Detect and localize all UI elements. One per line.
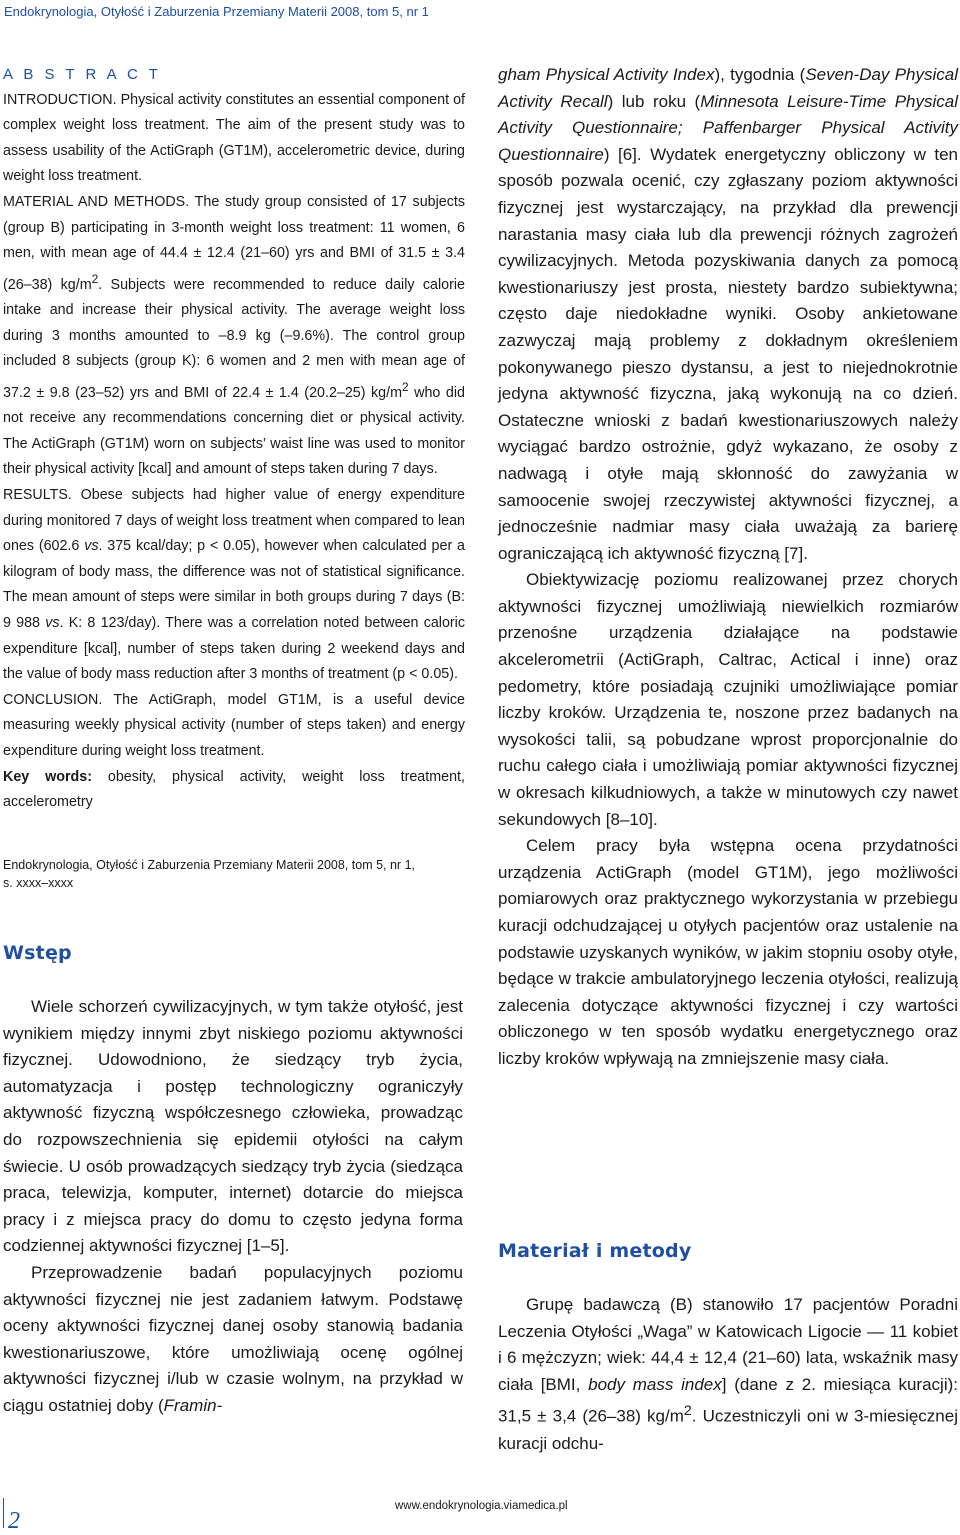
intro-heading: Wstęp bbox=[3, 942, 72, 964]
running-head: Endokrynologia, Otyłość i Zaburzenia Przemiany Materii 2008, tom 5, nr 1 bbox=[4, 4, 429, 19]
abstract-heading: A B S T R A C T bbox=[3, 66, 162, 83]
abstract-body: INTRODUCTION. Physical activity constitutes an essential component of complex weight loss treatment. The aim of the present study was to assess usability of the ActiGraph (GT1M), accelerometric device, during weight loss treatment. MATERIAL AND METHODS. The study group consisted of 17 subjects (group B) participating in 3-month weight loss treatment: 11 women, 6 men, with mean age of 44.4 ± 12.4 (21–60) yrs and BMI of 31.5 ± 3.4 (26–38) $kg/m^2$. Subjects were recommended to reduce daily calorie intake and increase their physical activity. The average weight loss during 3 months amounted to –8.9 kg (–9.6%). The control group included 8 subjects (group K): 6 women and 2 men with mean age of 37.2 ± 9.8 (23–52) yrs and BMI of 22.4 ± 1.4 (20.2–25) $kg/m^2$ who did not receive any recommendations concerning diet or physical activity. The ActiGraph (GT1M) worn on subjects’ waist line was used to monitor their physical activity [kcal] and amount of steps taken during 7 days. RESULTS. Obese subjects had higher value of energy expenditure during monitored 7 days of weight loss treatment when compared to lean ones (602.6 vs. 375 kcal/day; p < 0.05), however when calculated per a kilogram of body mass, the difference was not of statistical significance. The mean amount of steps were similar in both groups during 7 days (B: 9 988 vs. K: 8 123/day). There was a correlation noted between caloric expenditure [kcal], number of steps taken during 2 weekend days and the value of body mass reduction after 3 months of treatment (p < 0.05). CONCLUSION. The ActiGraph, model GT1M, is a useful device measuring weekly physical activity (number of steps taken) and energy expenditure during weight loss treatment. bbox=[3, 91, 466, 759]
right-paragraph-3: Celem pracy była wstępna ocena przydatności urządzenia ActiGraph (model GT1M), jego możliwości pomiarowych oraz praktycznego wykorzystania w przebiegu kuracji odchudzającej u otyłych pacjentów oraz ustalenie na podstawie uzyskanych wyników, w jakim stopniu osoby otyłe, będące w trakcie ambulatoryjnego leczenia otyłości, realizują zalecenia dotyczące aktywności fizycznej i czy wartości obliczonego w ten sposób wydatku energetycznego oraz liczby kroków wpływają na zmniejszenie masy ciała. bbox=[498, 836, 958, 1068]
right-paragraph-2: Obiektywizację poziomu realizowanej przez chorych aktywności fizycznej umożliwiają niewielkich rozmiarów przenośne urządzenia działające na podstawie akcelerometrii (ActiGraph, Caltrac, Actical i inne) oraz pedometry, które posiadają czujniki umożliwiające pomiar liczby kroków. Urządzenia te, noszone przez badanych na wysokości talii, są pobudzane wprost proporcjonalnie do ruchu całego ciała i umożliwiają pomiar aktywności fizycznej w okresach kilkudniowych, a także w minutowych czy nawet sekundowych [8–10]. bbox=[498, 570, 958, 829]
intro-paragraph-1: Wiele schorzeń cywilizacyjnych, w tym także otyłość, jest wynikiem między innymi zbyt niskiego poziomu aktywności fizycznej. Udowodniono, że siedzący tryb życia, automatyzacja i postęp technologiczny ograniczyły aktywność fizyczną współczesnego człowieka, prowadząc do rozpowszechnienia się epidemii otyłości na całym świecie. U osób prowadzących siedzący tryb życia (siedząca praca, telewizja, komputer, internet) dotarcie do miejsca pracy i z miejsca pracy do domu to często jedyna forma codziennej aktywności fizycznej [1–5]. bbox=[3, 997, 463, 1256]
right-body bbox=[498, 62, 958, 1073]
keywords-text: obesity, physical activity, weight loss treatment, accelerometry bbox=[3, 768, 465, 811]
citation-line-1: Endokrynologia, Otyłość i Zaburzenia Przemiany Materii 2008, tom 5, nr 1, bbox=[3, 858, 415, 872]
keywords-label: Key words: bbox=[3, 768, 92, 785]
page-number: 2 bbox=[8, 1508, 20, 1534]
citation-line-2: s. xxxx–xxxx bbox=[3, 876, 74, 890]
keywords bbox=[3, 765, 465, 816]
methods-heading: Materiał i metody bbox=[498, 1240, 692, 1262]
citation bbox=[3, 856, 465, 892]
page-rule bbox=[3, 1498, 4, 1528]
methods-body bbox=[498, 1292, 958, 1457]
methods-paragraph-1: Grupę badawczą (B) stanowiło 17 pacjentów Poradni Leczenia Otyłości „Waga” w Katowicach Ligocie — 11 kobiet i 6 mężczyzn; wiek: 44,4 ± 12,4 (21–60) lata, wskaźnik masy ciała [BMI, body mass index] (dane z 2. miesiąca kuracji): 31,5 ± 3,4 (26–38) $kg/m^2$. Uczestniczyli oni w 3-miesięcznej kuracji odchu- bbox=[498, 1295, 958, 1453]
abstract bbox=[3, 62, 465, 816]
left-body bbox=[3, 994, 463, 1420]
right-paragraph-1: gham Physical Activity Index), tygodnia (Seven-Day Physical Activity Recall) lub roku (Minnesota Leisure-Time Physical Activity Questionnaire; Paffenbarger Physical Activity Questionnaire) [6]. Wydatek energetyczny obliczony w ten sposób pozwala ocenić, czy zgłaszany poziom aktywności fizycznej jest wystarczający, na przykład dla prewencji narastania masy ciała lub dla prewencji różnych zagrożeń cywilizacyjnych. Metoda pozyskiwania danych za pomocą kwestionariuszy jest prosta, niestety bardzo subiektywna; często daje niedokładne wyniki. Osoby ankietowane zazwyczaj mają problemy z dokładnym określeniem pokonywanego pieszo dystansu, a jest to niejednokrotnie jedyna aktywność fizyczna, jaką wykonują na co dzień. Ostateczne wnioski z badań kwestionariuszowych należy wyciągać bardzo ostrożnie, gdyż wykazano, że osoby z nadwagą i otyłe mają skłonność do zawyżania w samoocenie swojej rzeczywistej aktywności fizycznej, a jednocześnie nadmiar masy ciała uważają za barierę ograniczającą ich aktywność fizyczną [7]. bbox=[498, 65, 959, 563]
footer-url: www.endokrynologia.viamedica.pl bbox=[395, 1500, 568, 1512]
intro-paragraph-2: Przeprowadzenie badań populacyjnych poziomu aktywności fizycznej nie jest zadaniem łatwym. Podstawę oceny aktywności fizycznej danej osoby stanowią badania kwestionariuszowe, które umożliwiają ocenę ogólnej aktywności fizycznej i/lub w czasie wolnym, na przykład w ciągu ostatniej doby (Framin- bbox=[3, 1262, 463, 1415]
